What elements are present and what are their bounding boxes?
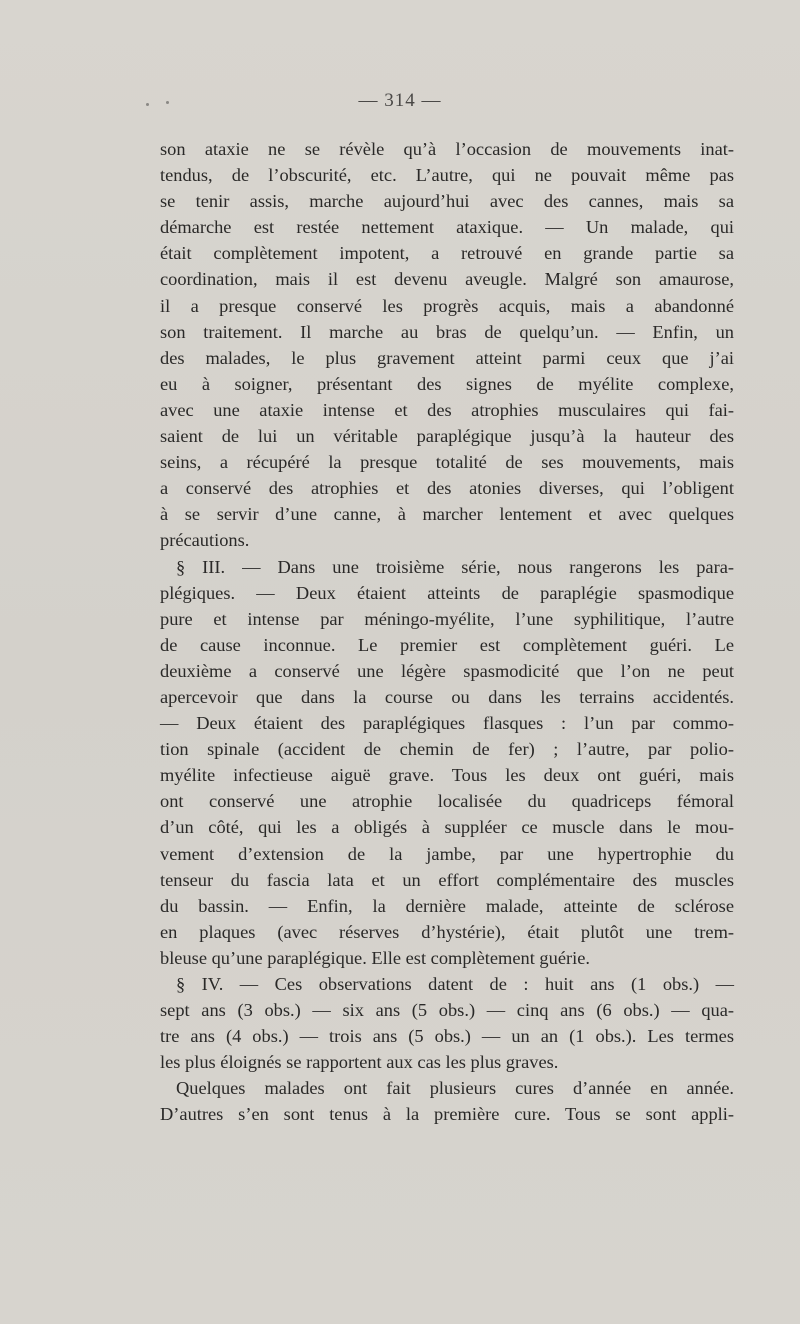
text-line: les plus éloignés se rapportent aux cas les plus graves. — [160, 1052, 559, 1073]
text-line: précautions. — [160, 530, 250, 551]
text-line: — Deux étaient des paraplégiques flasques : l’un par commo- — [160, 713, 734, 734]
text-line: deuxième a conservé une légère spasmodicité que l’on ne peut — [160, 660, 734, 681]
text-line: tion spinale (accident de chemin de fer) ; l’autre, par polio- — [160, 739, 734, 760]
text-line: du bassin. — Enfin, la dernière malade, atteinte de sclérose — [160, 895, 734, 916]
text-line: son ataxie ne se révèle qu’à l’occasion de mouvements inat- — [160, 139, 734, 159]
text-line: D’autres s’en sont tenus à la première cure. Tous se sont appli- — [160, 1104, 734, 1125]
text-line: de cause inconnue. Le premier est complètement guéri. Le — [160, 634, 734, 655]
text-line: tre ans (4 obs.) — trois ans (5 obs.) — un an (1 obs.). Les termes — [160, 1026, 734, 1047]
body-text — [160, 136, 734, 1128]
page-number: — 314 — — [358, 90, 442, 111]
text-line: avec une ataxie intense et des atrophies musculaires qui fai- — [160, 399, 734, 420]
text-line: tendus, de l’obscurité, etc. L’autre, qui ne pouvait même pas — [160, 165, 734, 186]
text-line: des malades, le plus gravement atteint parmi ceux que j’ai — [160, 347, 734, 368]
text-line: sept ans (3 obs.) — six ans (5 obs.) — cinq ans (6 obs.) — qua- — [160, 1000, 734, 1021]
text-line: plégiques. — Deux étaient atteints de paraplégie spasmodique — [160, 582, 734, 603]
text-line: vement d’extension de la jambe, par une hypertrophie du — [160, 843, 734, 864]
text-line: tenseur du fascia lata et un effort complémentaire des muscles — [160, 869, 734, 890]
text-line: bleuse qu’une paraplégique. Elle est complètement guérie. — [160, 947, 590, 968]
text-line: son traitement. Il marche au bras de quelqu’un. — Enfin, un — [160, 321, 734, 342]
text-line: ont conservé une atrophie localisée du quadriceps fémoral — [160, 791, 734, 812]
text-line: à se servir d’une canne, à marcher lentement et avec quelques — [160, 504, 734, 525]
text-line: Quelques malades ont fait plusieurs cures d’année en année. — [176, 1078, 734, 1099]
text-line: était complètement impotent, a retrouvé en grande partie sa — [160, 243, 734, 264]
text-line: pure et intense par méningo-myélite, l’une syphilitique, l’autre — [160, 608, 734, 629]
section-heading-line: § III. — Dans une troisième série, nous rangerons les para- — [176, 556, 734, 577]
text-line: a conservé des atrophies et des atonies diverses, qui l’obligent — [160, 478, 734, 499]
text-line: apercevoir que dans la course ou dans les terrains accidentés. — [160, 686, 734, 707]
text-line: démarche est restée nettement ataxique. — Un malade, qui — [160, 217, 734, 238]
text-line: il a presque conservé les progrès acquis, mais a abandonné — [160, 295, 734, 316]
text-line: en plaques (avec réserves d’hystérie), était plutôt une trem- — [160, 921, 734, 942]
text-line: eu à soigner, présentant des signes de myélite complexe, — [160, 373, 734, 394]
section-heading-line: § IV. — Ces observations datent de : huit ans (1 obs.) — — [176, 974, 734, 994]
text-line: se tenir assis, marche aujourd’hui avec des cannes, mais sa — [160, 191, 734, 212]
text-line: seins, a récupéré la presque totalité de ses mouvements, mais — [160, 452, 734, 473]
text-line: myélite infectieuse aiguë grave. Tous les deux ont guéri, mais — [160, 765, 734, 786]
text-line: saient de lui un véritable paraplégique jusqu’à la hauteur des — [160, 426, 734, 447]
text-line: d’un côté, qui les a obligés à suppléer ce muscle dans le mou- — [160, 817, 734, 838]
text-line: coordination, mais il est devenu aveugle. Malgré son amaurose, — [160, 269, 734, 290]
